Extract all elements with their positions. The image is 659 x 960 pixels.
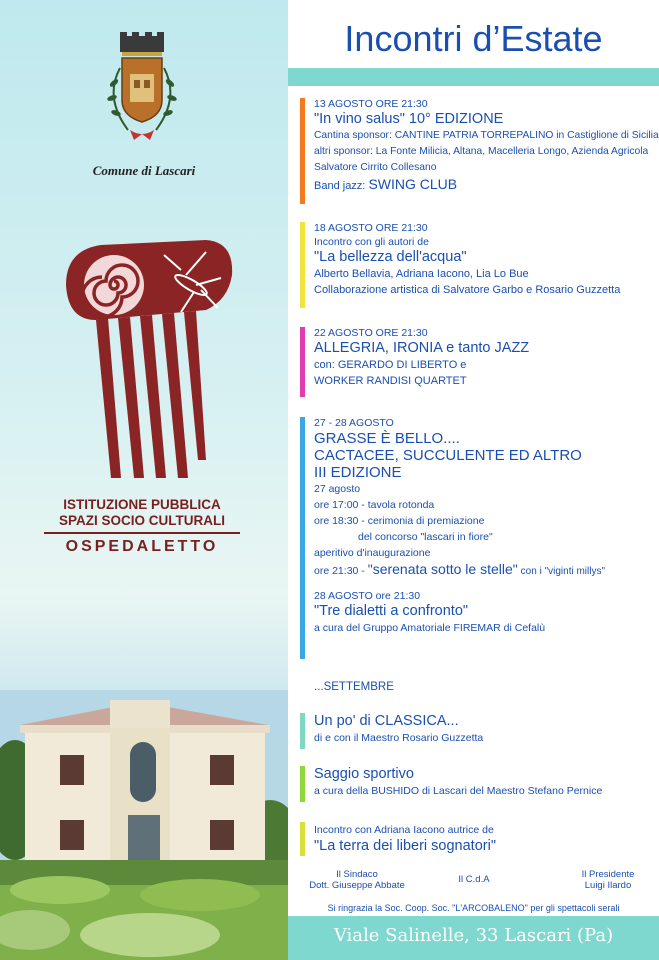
column-logo-icon [56,230,236,480]
event-time: ore 21:30 - [314,565,365,577]
page-title: Incontri d’Estate [344,18,603,59]
event-title: "La bellezza dell'acqua" [314,249,467,265]
event-detail: Salvatore Cirrito Collesano [314,162,437,173]
signature-name: Dott. Giuseppe Abbate [309,880,405,891]
event-detail: di e con il Maestro Rosario Guzzetta [314,732,484,744]
right-panel [288,0,659,960]
event-color-bar [300,822,305,856]
institution-line-2: SPAZI SOCIO CULTURALI [59,513,225,528]
event-date: 18 AGOSTO ORE 21:30 [314,222,428,234]
signature-role: Il Presidente [581,869,635,880]
institution-block [44,497,240,556]
event-card [300,822,655,856]
event-card [300,417,655,659]
event-title: Un po' di CLASSICA... [314,713,459,729]
event-detail [314,176,655,194]
signature-role: Il C.d.A [458,874,490,885]
event-title: "In vino salus" 10° EDIZIONE [314,111,504,127]
event-color-bar [300,98,305,204]
top-color-bar [288,68,659,86]
event-detail: altri sponsor: La Fonte Milicia, Altana, Macelleria Longo, Azienda Agricola [314,146,649,157]
event-color-bar [300,327,305,397]
event-detail: Cantina sponsor: CANTINE PATRIA TORREPALINO in Castiglione di Sicilia [314,130,659,141]
event-detail: aperitivo d'inaugurazione [314,547,431,559]
signature-presidente [568,869,648,891]
coat-of-arms-icon [92,28,192,153]
signature-sindaco [302,869,412,891]
event-guests: con i "viginti millys" [520,566,606,577]
event-title: III EDIZIONE [314,464,402,481]
band-label: Band jazz: [314,180,366,192]
address: Viale Salinelle, 33 Lascari (Pa) [333,925,614,946]
event-detail: Incontro con gli autori de [314,236,429,248]
september-heading: ...SETTEMBRE [314,681,394,693]
event-detail: Collaborazione artistica di Salvatore Garbo e Rosario Guzzetta [314,284,621,296]
institution-line-1: ISTITUZIONE PUBBLICA [63,497,221,512]
event-color-bar [300,222,305,308]
event-color-bar [300,417,305,659]
event-detail: ore 17:00 - tavola rotonda [314,499,435,511]
event-detail: Alberto Bellavia, Adriana Iacono, Lia Lo Bue [314,268,529,280]
building-photo [0,690,288,960]
event-title: CACTACEE, SUCCULENTE ED ALTRO [314,447,582,464]
event-card [300,327,655,397]
event-detail: del concorso "lascari in fiore" [358,531,493,543]
event-color-bar [300,713,305,749]
event-detail: Incontro con Adriana Iacono autrice de [314,824,494,836]
divider [44,532,240,534]
event-date: 13 AGOSTO ORE 21:30 [314,98,428,110]
municipality-name: Comune di Lascari [92,163,196,178]
event-detail: a cura della BUSHIDO di Lascari del Maestro Stefano Pernice [314,785,603,797]
event-card [300,98,659,204]
thanks-note: Si ringrazia la Soc. Coop. Soc. "L'ARCOBALENO" per gli spettacoli serali [327,903,620,913]
institution-name: OSPEDALETTO [65,537,219,555]
event-title: ALLEGRIA, IRONIA e tanto JAZZ [314,340,530,356]
signature-role: Il Sindaco [336,869,378,880]
event-title: "Tre dialetti a confronto" [314,603,469,619]
event-title: GRASSE È BELLO.... [314,430,460,447]
event-card [300,766,655,802]
event-detail: con: GERARDO DI LIBERTO e [314,359,467,371]
event-date: 22 AGOSTO ORE 21:30 [314,327,428,339]
event-card [300,713,655,749]
event-highlight: "serenata sotto le stelle" [367,561,518,577]
signature-name: Luigi Ilardo [584,880,632,891]
event-color-bar [300,766,305,802]
event-title: "La terra dei liberi sognatori" [314,838,496,854]
event-detail: ore 18:30 - cerimonia di premiazione [314,515,485,527]
event-date: 27 - 28 AGOSTO [314,417,394,429]
event-card [300,222,655,308]
signature-cda [438,874,510,885]
event-detail: WORKER RANDISI QUARTET [314,375,467,387]
event-title: Saggio sportivo [314,766,414,782]
left-panel [0,0,288,960]
event-detail: a cura del Gruppo Amatoriale FIREMAR di Cefalù [314,622,546,634]
event-date: 28 AGOSTO ore 21:30 [314,590,421,602]
band-name: SWING CLUB [368,176,458,192]
event-detail: 27 agosto [314,483,361,495]
event-detail [314,561,655,580]
